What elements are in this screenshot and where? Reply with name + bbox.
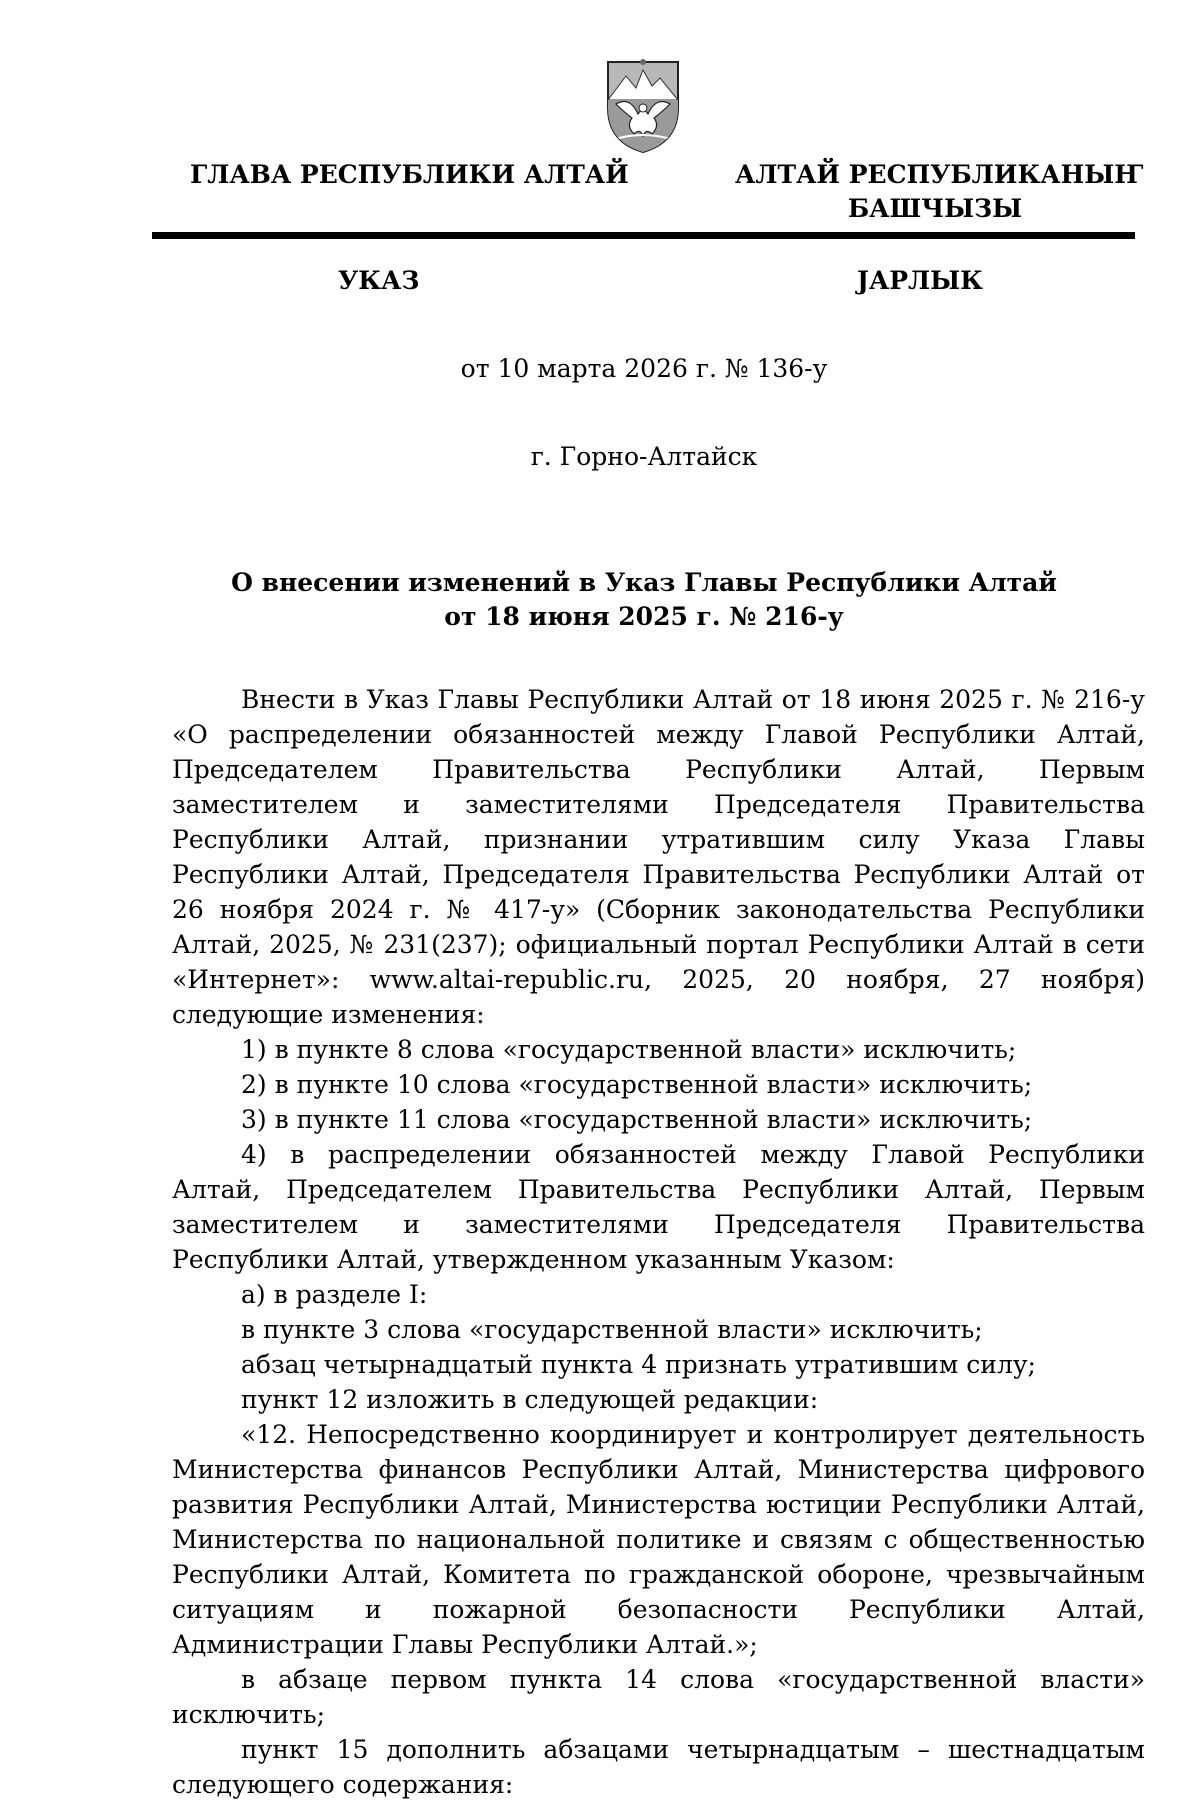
issuer-title-russian: ГЛАВА РЕСПУБЛИКИ АЛТАЙ [190,160,629,189]
doc-type-russian: УКАЗ [338,266,420,295]
body-paragraph-point-4: абзац четырнадцатый пункта 4 признать утратившим силу; [241,1350,1036,1379]
doc-type-altai: ЈАРЛЫК [857,266,983,295]
decree-title-line1: О внесении изменений в Указ Главы Республики Алтай [231,568,1057,597]
header-divider [152,232,1135,239]
body-paragraph-item-2: 2) в пункте 10 слова «государственной власти» исключить; [241,1070,1033,1099]
body-paragraph-point-3: в пункте 3 слова «государственной власти» исключить; [241,1315,983,1344]
decree-date-number: от 10 марта 2026 г. № 136-у [460,354,828,383]
body-paragraph-point-15: пункт 15 дополнить абзацами четырнадцатым – шестнадцатым следующего содержания: [172,1735,1145,1799]
body-paragraph-point-12: пункт 12 изложить в следующей редакции: [241,1385,819,1414]
decree-title [0,566,1200,634]
body-paragraph-point-12-text: «12. Непосредственно координирует и контролирует деятельность Министерства финансов Республики Алтай, Министерства цифрового развития Республики Алтай, Министерства юстиции Республики Алтай, Министерства по национальной политике и связям с общественностью Республики Алтай, Комитета по гражданской обороне, чрезвычайным ситуациям и пожарной безопасности Республики Алтай, Администрации Главы Республики Алтай.»; [172,1420,1145,1659]
body-paragraph-section-a: а) в разделе I: [241,1280,428,1309]
coat-of-arms-emblem [602,56,684,156]
body-paragraph-item-1: 1) в пункте 8 слова «государственной власти» исключить; [241,1035,1017,1064]
decree-body [172,682,1145,1802]
body-paragraph-item-4: 4) в распределении обязанностей между Главой Республики Алтай, Председателем Правительства Республики Алтай, Первым заместителем и заместителями Председателя Правительства Республики Алтай, утвержденном указанным Указом: [172,1140,1145,1274]
issuer-title-altai [735,158,1144,226]
body-paragraph-item-3: 3) в пункте 11 слова «государственной власти» исключить; [241,1105,1033,1134]
body-paragraph-point-14: в абзаце первом пункта 14 слова «государственной власти» исключить; [172,1665,1145,1729]
body-paragraph-intro: Внести в Указ Главы Республики Алтай от 18 июня 2025 г. № 216-у «О распределении обязанностей между Главой Республики Алтай, Председателем Правительства Республики Алтай, Первым заместителем и заместителями Председателя Правительства Республики Алтай, признании утратившим силу Указа Главы Республики Алтай, Председателя Правительства Республики Алтай от 26 ноября 2024 г. № 417-у» (Сборник законодательства Республики Алтай, 2025, № 231(237); официальный портал Республики Алтай в сети «Интернет»: www.altai-republic.ru, 2025, 20 ноября, 27 ноября) следующие изменения: [172,685,1145,1029]
issuer-title-altai-line1: АЛТАЙ РЕСПУБЛИКАНЫҤ [735,160,1144,189]
decree-city: г. Горно-Алтайск [530,442,758,471]
issuer-title-altai-line2: БАШЧЫЗЫ [847,194,1023,223]
decree-title-line2: от 18 июня 2025 г. № 216-у [444,602,844,631]
